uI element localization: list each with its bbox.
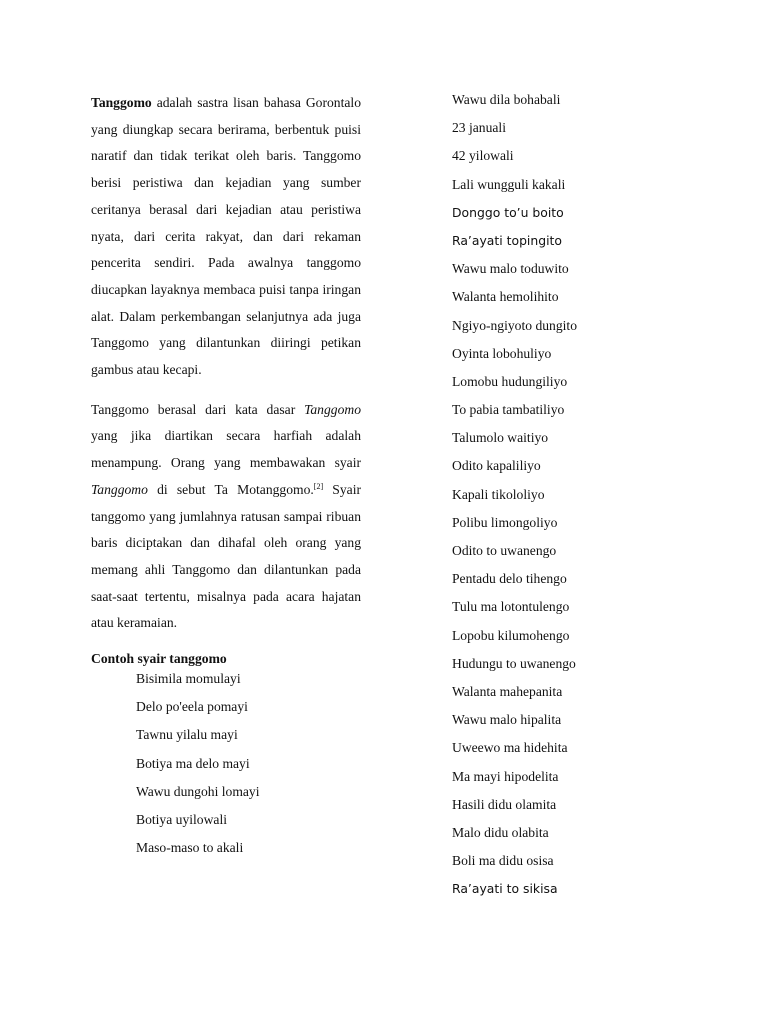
verse-line: Boli ma didu osisa	[452, 853, 554, 869]
verse-line: Bisimila momulayi	[136, 671, 241, 687]
verse-line: Odito kapaliliyo	[452, 458, 541, 474]
verse-line: Kapali tikololiyo	[452, 486, 545, 502]
verse-line: Walanta hemolihito	[452, 289, 559, 305]
citation-ref[interactable]: [2]	[313, 481, 324, 491]
term-tanggomo: Tanggomo	[91, 95, 152, 110]
verse-line: Malo didu olabita	[452, 824, 549, 840]
paragraph-intro	[91, 90, 361, 384]
verse-line: Ngiyo-ngiyoto dungito	[452, 317, 577, 333]
verse-line: Walanta mahepanita	[452, 683, 563, 699]
verse-line: Ma mayi hipodelita	[452, 768, 559, 784]
verse-line: Wawu dungohi lomayi	[136, 783, 260, 799]
verse-line: Wawu malo toduwito	[452, 261, 569, 277]
right-verse-list	[452, 90, 712, 907]
verse-line: 23 januali	[452, 120, 506, 136]
verse-line: Ra’ayati to sikisa	[452, 881, 558, 897]
verse-line: Wawu malo hipalita	[452, 712, 562, 728]
etymology-text-1: Tanggomo berasal dari kata dasar	[91, 401, 305, 417]
verse-line: Odito to uwanengo	[452, 543, 557, 558]
verse-line: Oyinta lobohuliyo	[452, 345, 552, 361]
etymology-text-2: yang jika diartikan secara harfiah adalah menampung. Orang yang membawakan syair	[91, 428, 361, 471]
etymology-italic-1: Tanggomo	[304, 401, 361, 417]
intro-text: adalah sastra lisan bahasa Gorontalo yang diungkap secara berirama, berbentuk puisi naratif dan tidak terikat oleh baris. Tanggomo berisi peristiwa dan kejadian yang sumber ceritanya berasal dari kejadian atau peristiwa nyata, dari cerita rakyat, dan dari rekaman pencerita sendiri. Pada awalnya tanggomo diucapkan layaknya membaca puisi tanpa iringan alat. Dalam perkembangan selanjutnya ada juga Tanggomo yang dilantunkan diiringi petikan gambus atau kecapi.	[91, 95, 361, 378]
verse-line: To pabia tambatiliyo	[452, 402, 565, 418]
verse-line: Botiya ma delo mayi	[136, 755, 250, 771]
etymology-text-4: Syair tanggomo yang jumlahnya ratusan sampai ribuan baris diciptakan dan dihafal oleh orang yang memang ahli Tanggomo dan dilantunkan pada saat-saat tertentu, misalnya pada acara hajatan atau keramaian.	[91, 481, 362, 631]
verse-line: Hasili didu olamita	[452, 796, 557, 812]
verse-line: Wawu dila bohabali	[452, 92, 561, 107]
verse-line: Uweewo ma hidehita	[452, 740, 568, 756]
verse-line: Maso-maso to akali	[136, 840, 244, 856]
verse-line: Delo po'eela pomayi	[136, 699, 248, 715]
etymology-italic-2: Tanggomo	[91, 481, 148, 497]
paragraph-etymology	[91, 397, 361, 637]
verse-line: Botiya uyilowali	[136, 812, 227, 827]
verse-line: Pentadu delo tihengo	[452, 571, 567, 587]
verse-line: Ra’ayati topingito	[452, 232, 562, 248]
verse-line: Polibu limongoliyo	[452, 514, 558, 530]
etymology-text-3: di sebut Ta Motanggomo.	[147, 481, 314, 497]
verse-line: Lomobu hudungiliyo	[452, 373, 568, 389]
verse-line: Lali wungguli kakali	[452, 176, 566, 192]
left-column	[91, 90, 361, 866]
verse-line: Tulu ma lotontulengo	[452, 599, 570, 615]
verse-line: Hudungu to uwanengo	[452, 655, 576, 671]
verse-line: 42 yilowali	[452, 148, 514, 164]
verse-line: Talumolo waitiyo	[452, 430, 549, 446]
example-heading: Contoh syair tanggomo	[91, 651, 227, 667]
left-verse-list	[91, 669, 361, 866]
verse-line: Tawnu yilalu mayi	[136, 727, 238, 743]
verse-line: Donggo to’u boito	[452, 204, 564, 220]
verse-line: Lopobu kilumohengo	[452, 627, 570, 643]
